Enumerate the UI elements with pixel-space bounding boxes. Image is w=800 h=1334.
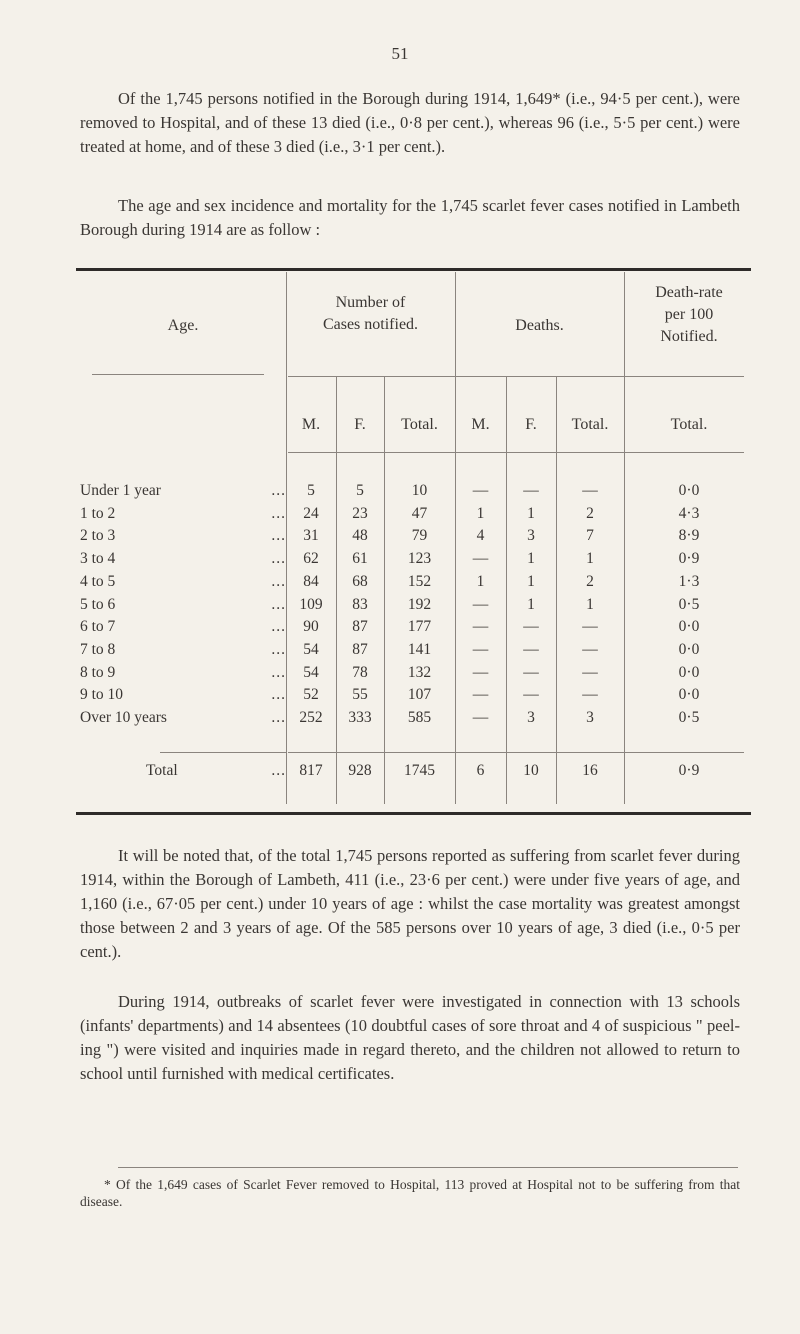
cell-dm: — — [472, 686, 489, 703]
cell-rate: 0·0 — [678, 618, 700, 635]
cell-ct: 107 — [407, 686, 432, 703]
age-cell — [80, 641, 286, 659]
age-label: 2 to 3 — [80, 527, 119, 544]
header-cases-line2: Cases notified. — [322, 316, 419, 333]
cell-dm: — — [472, 550, 489, 567]
header-rate-line3: Notified. — [660, 328, 718, 345]
cell-ct: 47 — [411, 505, 428, 522]
cell-dm: 6 — [476, 762, 485, 779]
cell-rate: 0·0 — [678, 664, 700, 681]
cell-df: 1 — [527, 550, 535, 567]
leader-dots: ... — [271, 596, 286, 613]
cell-df: — — [523, 664, 539, 681]
age-cell — [80, 573, 286, 591]
cell-df: 1 — [527, 596, 535, 613]
cell-ct: 132 — [407, 664, 432, 681]
leader-dots: ... — [271, 709, 286, 726]
cell-cm: 252 — [299, 709, 323, 726]
age-label: Over 10 years — [80, 709, 171, 726]
cell-df: 10 — [523, 762, 539, 779]
cell-dt: 2 — [586, 573, 594, 590]
table-bottom-rule — [76, 812, 751, 815]
cell-dm: — — [472, 709, 489, 726]
leader-dots: ... — [271, 527, 286, 544]
cell-rate: 0·0 — [678, 641, 700, 658]
cell-dm: — — [472, 641, 489, 658]
cell-cm: 31 — [303, 527, 319, 544]
cell-dt: — — [582, 482, 598, 499]
header-rate-line1: Death-rate — [655, 284, 723, 301]
cell-cf: 87 — [352, 641, 368, 658]
cell-cf: 61 — [352, 550, 368, 567]
age-label: 1 to 2 — [80, 505, 119, 522]
header-rule — [288, 452, 744, 453]
cell-ct: 152 — [407, 573, 432, 590]
header-deaths: Deaths. — [515, 317, 564, 334]
cell-rate: 0·9 — [678, 550, 700, 567]
cell-df: — — [523, 686, 539, 703]
leader-dots: ... — [271, 641, 286, 658]
age-cell — [80, 527, 286, 545]
age-cell — [80, 482, 286, 500]
age-label: 8 to 9 — [80, 664, 119, 681]
cell-cf: 333 — [348, 709, 372, 726]
age-label: 6 to 7 — [80, 618, 119, 635]
age-label: 7 to 8 — [80, 641, 119, 658]
cell-rate: 0·9 — [678, 762, 700, 779]
header-cases-f: F. — [354, 416, 366, 433]
leader-dots: ... — [271, 618, 286, 635]
leader-dots: ... — [271, 505, 286, 522]
header-rate-total: Total. — [670, 416, 708, 433]
cell-rate: 1·3 — [678, 573, 700, 590]
cell-dm: 1 — [476, 573, 485, 590]
leader-dots: ... — [271, 550, 286, 567]
header-cases — [286, 292, 455, 336]
table-top-rule — [76, 268, 751, 271]
cell-cm: 817 — [299, 762, 323, 779]
age-cell — [80, 618, 286, 636]
age-label: Total — [146, 762, 182, 779]
cell-cf: 928 — [348, 762, 372, 779]
cell-dm: 4 — [476, 527, 485, 544]
total-rule — [288, 752, 388, 753]
cell-ct: 141 — [407, 641, 432, 658]
cell-rate: 8·9 — [678, 527, 700, 544]
cell-dt: — — [582, 641, 598, 658]
leader-dots: ... — [271, 482, 286, 499]
footnote: * Of the 1,649 cases of Scarlet Fever removed to Hospital, 113 proved at Hospital not to be suffering from that disease. — [80, 1177, 740, 1209]
leader-dots: ... — [271, 664, 286, 681]
cell-dm: — — [472, 618, 489, 635]
table-intro-paragraph: The age and sex incidence and mortality for the 1,745 scarlet fever cases notified in Lambeth Borough during 1914 are as follow : — [80, 196, 740, 239]
total-rule — [388, 752, 744, 753]
cell-cf: 55 — [352, 686, 368, 703]
cell-dm: 1 — [476, 505, 485, 522]
cell-dt: — — [582, 618, 598, 635]
age-label: Under 1 year — [80, 482, 165, 499]
cell-cf: 23 — [352, 505, 368, 522]
header-rule — [92, 374, 264, 375]
cell-cm: 54 — [303, 641, 319, 658]
cell-dm: — — [472, 482, 489, 499]
header-rule — [288, 376, 744, 377]
header-cases-m: M. — [301, 416, 321, 433]
cell-rate: 0·0 — [678, 482, 700, 499]
footnote-rule — [118, 1167, 738, 1168]
outbreaks-paragraph: During 1914, outbreaks of scarlet fever were investigated in connection with 13 schools (infants' departments) and 14 absentees (10 doubtful cases of sore throat and 4 of suspicious " peel- ing ") were visited and inquiries made in regard thereto, and the children not allowed to return to school until furnished with medical certificates. — [80, 992, 740, 1083]
age-cell — [80, 505, 286, 523]
cell-df: — — [523, 482, 539, 499]
cell-cf: 87 — [352, 618, 368, 635]
cell-cf: 68 — [352, 573, 368, 590]
cell-df: — — [523, 618, 539, 635]
cell-dt: — — [582, 686, 598, 703]
cell-cm: 54 — [303, 664, 319, 681]
intro-paragraph: Of the 1,745 persons notified in the Borough during 1914, 1,649* (i.e., 94·5 per cent.), were removed to Hospital, and of these 13 died (i.e., 0·8 per cent.), whereas 96 (i.e., 5·5 per cent.) were treated at home, and of these 3 died (i.e., 3·1 per cent.). — [80, 89, 740, 156]
age-cell — [80, 762, 286, 780]
age-cell — [80, 709, 286, 727]
age-cell — [80, 550, 286, 568]
cell-cf: 83 — [352, 596, 368, 613]
cell-dm: — — [472, 596, 489, 613]
cell-cm: 84 — [303, 573, 319, 590]
cell-rate: 0·5 — [678, 709, 700, 726]
header-rate-line2: per 100 — [664, 306, 714, 323]
header-rate — [624, 282, 754, 348]
leader-dots: ... — [271, 573, 286, 590]
cell-dm: — — [472, 664, 489, 681]
cell-cf: 5 — [356, 482, 364, 499]
cell-cm: 5 — [307, 482, 315, 499]
cell-ct: 10 — [411, 482, 428, 499]
cell-ct: 585 — [407, 709, 432, 726]
cell-df: 1 — [527, 573, 535, 590]
cell-cf: 48 — [352, 527, 368, 544]
cell-ct: 177 — [407, 618, 432, 635]
cell-dt: 16 — [582, 762, 598, 779]
cell-cm: 52 — [303, 686, 319, 703]
cell-cf: 78 — [352, 664, 368, 681]
age-label: 3 to 4 — [80, 550, 119, 567]
header-age: Age. — [167, 317, 199, 334]
page-number: 51 — [391, 44, 409, 63]
cell-ct: 192 — [407, 596, 432, 613]
cell-cm: 109 — [299, 596, 323, 613]
total-rule — [160, 752, 286, 753]
leader-dots: ... — [271, 762, 286, 779]
cell-ct: 1745 — [404, 762, 435, 779]
cell-dt: — — [582, 664, 598, 681]
header-cases-total: Total. — [401, 416, 438, 433]
cell-dt: 3 — [586, 709, 594, 726]
age-cell — [80, 686, 286, 704]
header-deaths-m: M. — [471, 416, 490, 433]
cell-rate: 0·0 — [678, 686, 700, 703]
cell-cm: 90 — [303, 618, 319, 635]
noted-paragraph: It will be noted that, of the total 1,745 persons reported as suffering from scarlet fever during 1914, within the Borough of Lambeth, 411 (i.e., 23·6 per cent.) were under five years of age, and 1,160 (i.e., 67·05 per cent.) under 10 years of age : whilst the case mortality was greatest amongst those between 2 and 3 years of age. Of the 585 persons over 10 years of age, 3 died (i.e., 0·5 per cent.). — [80, 846, 740, 961]
cell-df: 1 — [527, 505, 535, 522]
cell-df: 3 — [527, 709, 535, 726]
cell-ct: 123 — [407, 550, 432, 567]
age-cell — [80, 664, 286, 682]
cell-df: 3 — [527, 527, 535, 544]
cell-df: — — [523, 641, 539, 658]
cell-dt: 1 — [586, 596, 594, 613]
age-label: 4 to 5 — [80, 573, 119, 590]
leader-dots: ... — [271, 686, 286, 703]
cell-rate: 0·5 — [678, 596, 700, 613]
cell-cm: 62 — [303, 550, 319, 567]
cell-rate: 4·3 — [678, 505, 700, 522]
age-label: 9 to 10 — [80, 686, 127, 703]
cell-ct: 79 — [411, 527, 428, 544]
cell-dt: 7 — [586, 527, 594, 544]
age-cell — [80, 596, 286, 614]
cell-cm: 24 — [303, 505, 319, 522]
header-cases-line1: Number of — [335, 294, 406, 311]
header-deaths-total: Total. — [571, 416, 609, 433]
cell-dt: 2 — [586, 505, 594, 522]
header-deaths-f: F. — [525, 416, 537, 433]
age-label: 5 to 6 — [80, 596, 119, 613]
cell-dt: 1 — [586, 550, 594, 567]
